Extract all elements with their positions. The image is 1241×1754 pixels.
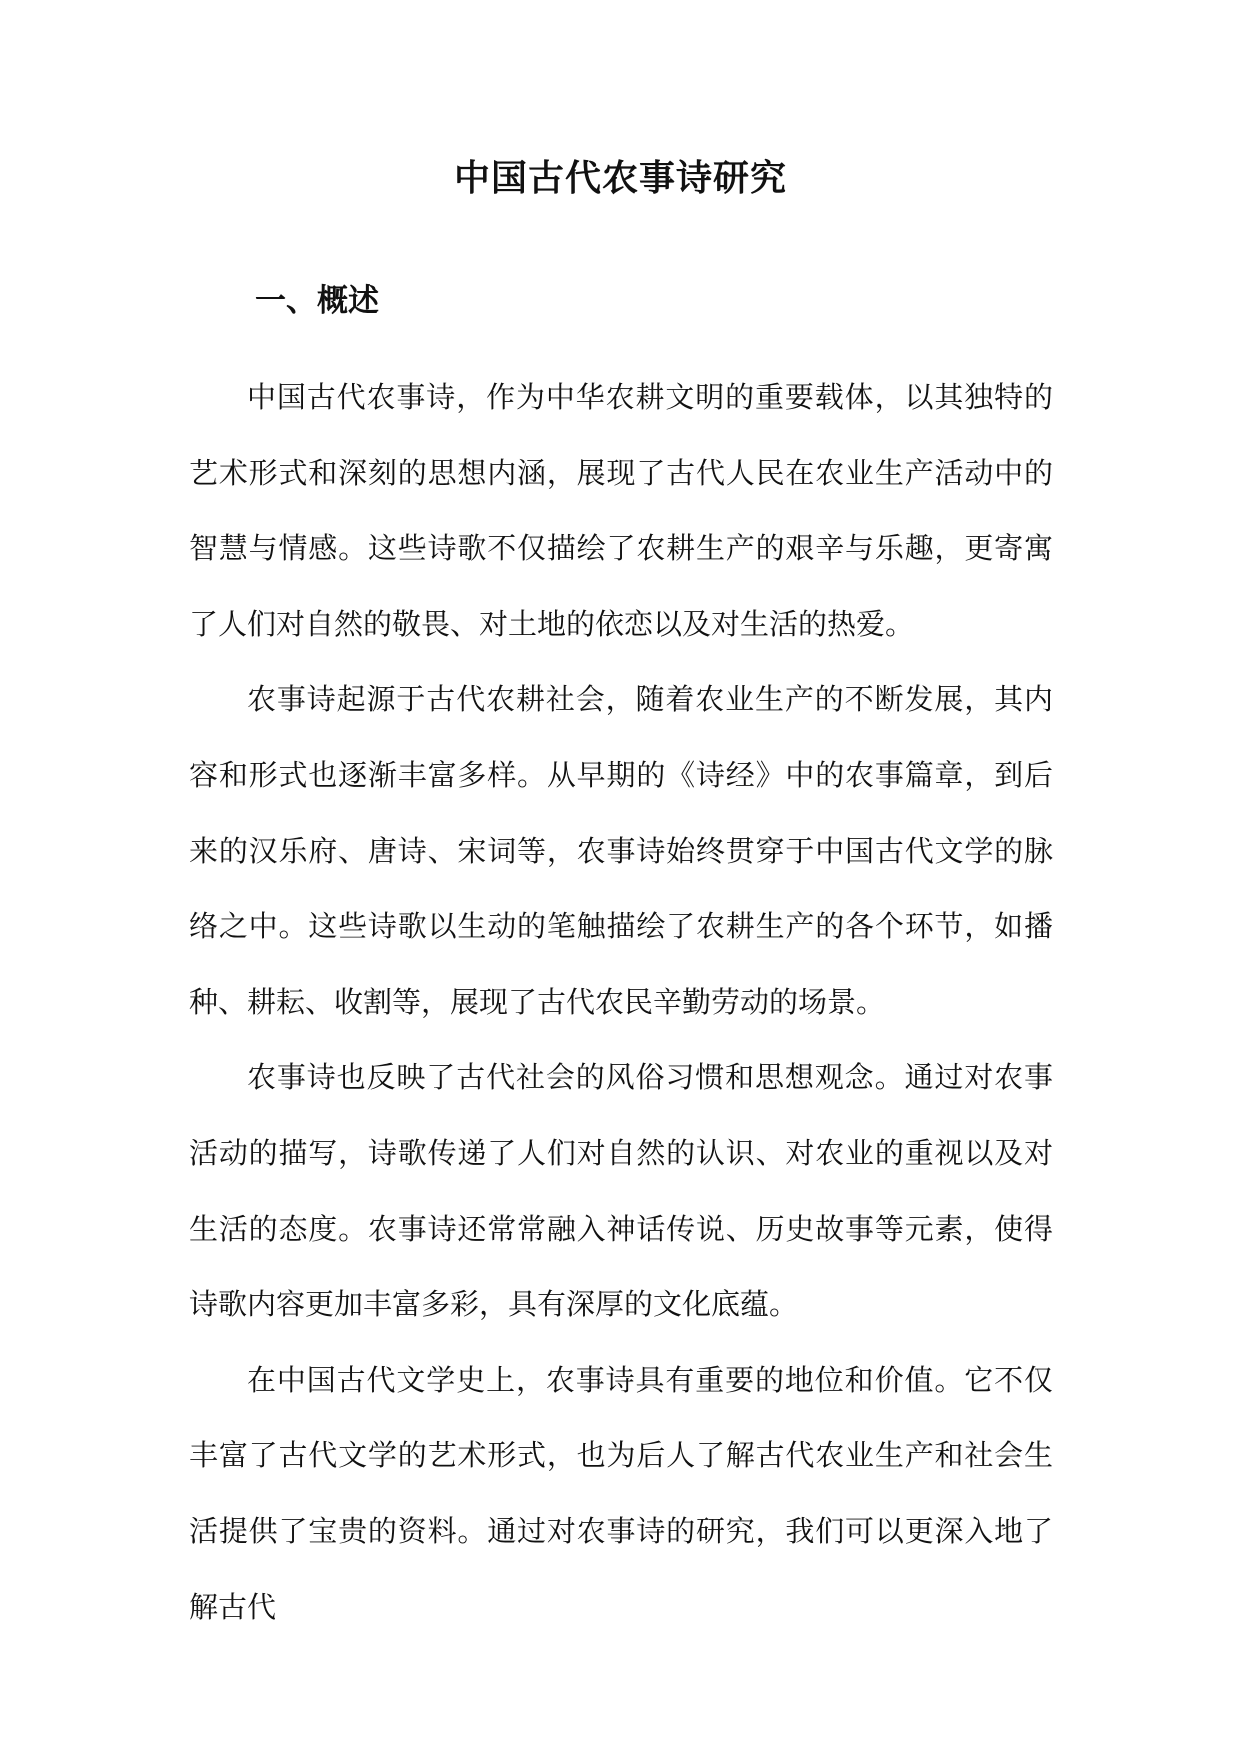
paragraph-2: 农事诗起源于古代农耕社会，随着农业生产的不断发展，其内容和形式也逐渐丰富多样。从早期的《诗经》中的农事篇章，到后来的汉乐府、唐诗、宋词等，农事诗始终贯穿于中国古代文学的脉络之中。这些诗歌以生动的笔触描绘了农耕生产的各个环节，如播种、耕耘、收割等，展现了古代农民辛勤劳动的场景。 bbox=[189, 682, 1053, 1019]
section-heading: 一、概述 bbox=[255, 283, 379, 319]
paragraph-1: 中国古代农事诗，作为中华农耕文明的重要载体，以其独特的艺术形式和深刻的思想内涵，展现了古代人民在农业生产活动中的智慧与情感。这些诗歌不仅描绘了农耕生产的艰辛与乐趣，更寄寓了人们对自然的敬畏、对土地的依恋以及对生活的热爱。 bbox=[189, 380, 1053, 641]
paragraph-4: 在中国古代文学史上，农事诗具有重要的地位和价值。它不仅丰富了古代文学的艺术形式，也为后人了解古代农业生产和社会生活提供了宝贵的资料。通过对农事诗的研究，我们可以更深入地了解古代 bbox=[189, 1362, 1053, 1624]
document-title: 中国古代农事诗研究 bbox=[453, 157, 787, 199]
paragraph-3: 农事诗也反映了古代社会的风俗习惯和思想观念。通过对农事活动的描写，诗歌传递了人们对自然的认识、对农业的重视以及对生活的态度。农事诗还常常融入神话传说、历史故事等元素，使得诗歌内容更加丰富多彩，具有深厚的文化底蕴。 bbox=[189, 1060, 1053, 1322]
document-body bbox=[189, 360, 1053, 1645]
